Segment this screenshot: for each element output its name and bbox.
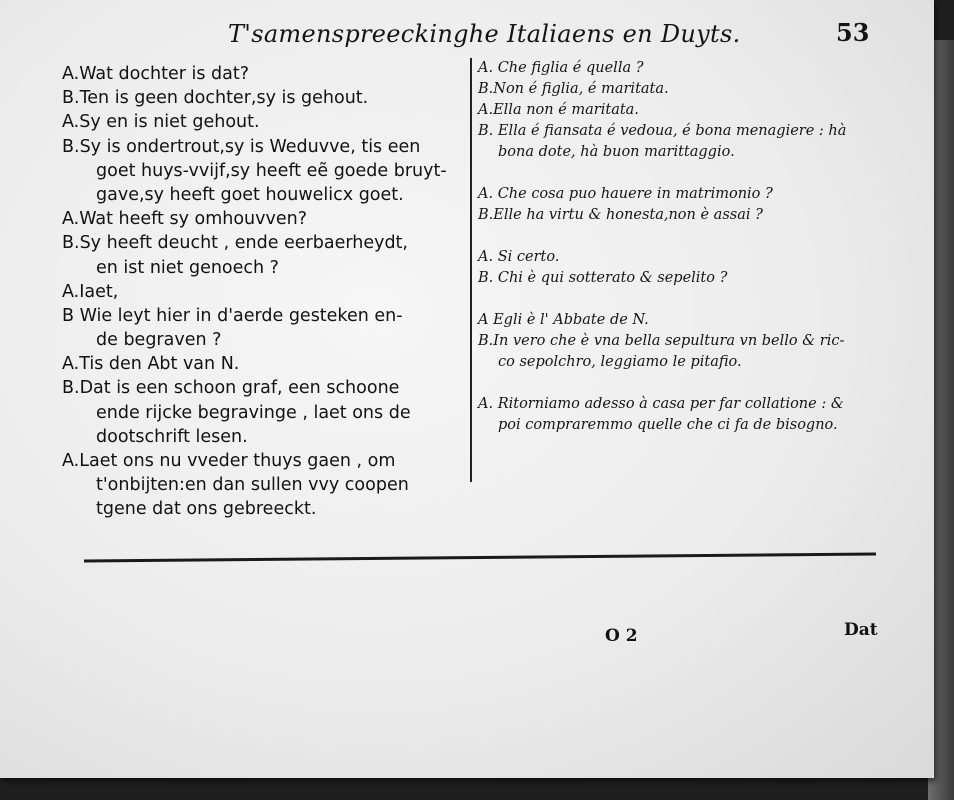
dutch-text-line: A.Laet ons nu vveder thuys gaen , om <box>62 451 396 471</box>
italian-text-line: poi compraremmo quelle che ci fa de bisogno. <box>498 417 838 433</box>
italian-text-line: A. Ritorniamo adesso à casa per far collatione : & <box>478 396 844 412</box>
italian-column <box>478 58 878 436</box>
italian-text-line: A. Che cosa puo hauere in matrimonio ? <box>478 186 773 202</box>
running-header: T'samenspreeckinghe Italiaens en Duyts. <box>228 20 741 48</box>
italian-text-line: B.Elle ha virtu & honesta,non è assai ? <box>478 207 763 223</box>
italian-text-line: co sepolchro, leggiamo le pitafio. <box>498 354 742 370</box>
dutch-column <box>62 62 466 522</box>
column-divider <box>470 58 472 482</box>
italian-text-line: B.In vero che è vna bella sepultura vn bello & ric- <box>478 333 845 349</box>
dutch-text-line: t'onbijten:en dan sullen vvy coopen <box>96 475 409 496</box>
dutch-text-line: tgene dat ons gebreeckt. <box>96 499 317 520</box>
dutch-text-line: en ist niet genoech ? <box>96 257 279 278</box>
italian-text-line: A. Che figlia é quella ? <box>478 60 644 76</box>
italian-text-line: A Egli è l' Abbate de N. <box>478 312 649 328</box>
page-number: 53 <box>836 18 870 47</box>
dutch-text-line: A.Wat dochter is dat? <box>62 64 249 84</box>
italian-text-line: B. Chi è qui sotterato & sepelito ? <box>478 270 728 286</box>
dutch-text-line: gave,sy heeft goet houwelicx goet. <box>96 184 404 205</box>
dutch-text-line: dootschrift lesen. <box>96 426 248 447</box>
dutch-text-line: A.Tis den Abt van N. <box>62 354 240 375</box>
italian-text-line: bona dote, hà buon marittaggio. <box>498 144 735 160</box>
dutch-text-line: de begraven ? <box>96 330 222 351</box>
catchword: Dat <box>844 620 878 640</box>
italian-text-line <box>478 373 878 394</box>
dutch-text-line: B.Ten is geen dochter,sy is gehout. <box>62 88 369 109</box>
italian-text-line: B.Non é figlia, é maritata. <box>478 81 669 97</box>
italian-text-line <box>478 163 878 184</box>
signature-mark: O 2 <box>605 626 638 646</box>
italian-text-line: B. Ella é fiansata é vedoua, é bona menagiere : hà <box>478 123 847 139</box>
dutch-text-line: B Wie leyt hier in d'aerde gesteken en- <box>62 305 403 326</box>
italian-text-line: A.Ella non é maritata. <box>478 102 639 118</box>
dutch-text-line: ende rijcke begravinge , laet ons de <box>96 402 411 423</box>
italian-text-line: A. Si certo. <box>478 249 560 265</box>
dutch-text-line: goet huys-vvijf,sy heeft eẽ goede bruyt- <box>96 160 447 181</box>
horizontal-rule <box>84 553 876 563</box>
dutch-text-line: A.Iaet, <box>62 281 119 302</box>
dutch-text-line: A.Wat heeft sy omhouvven? <box>62 209 307 230</box>
dutch-text-line: B.Dat is een schoon graf, een schoone <box>62 378 400 399</box>
dutch-text-line: A.Sy en is niet gehout. <box>62 112 260 133</box>
dutch-text-line: B.Sy heeft deucht , ende eerbaerheydt, <box>62 233 408 254</box>
italian-text-line <box>478 289 878 310</box>
italian-text-line <box>478 226 878 247</box>
dutch-text-line: B.Sy is ondertrout,sy is Weduvve, tis een <box>62 136 421 157</box>
